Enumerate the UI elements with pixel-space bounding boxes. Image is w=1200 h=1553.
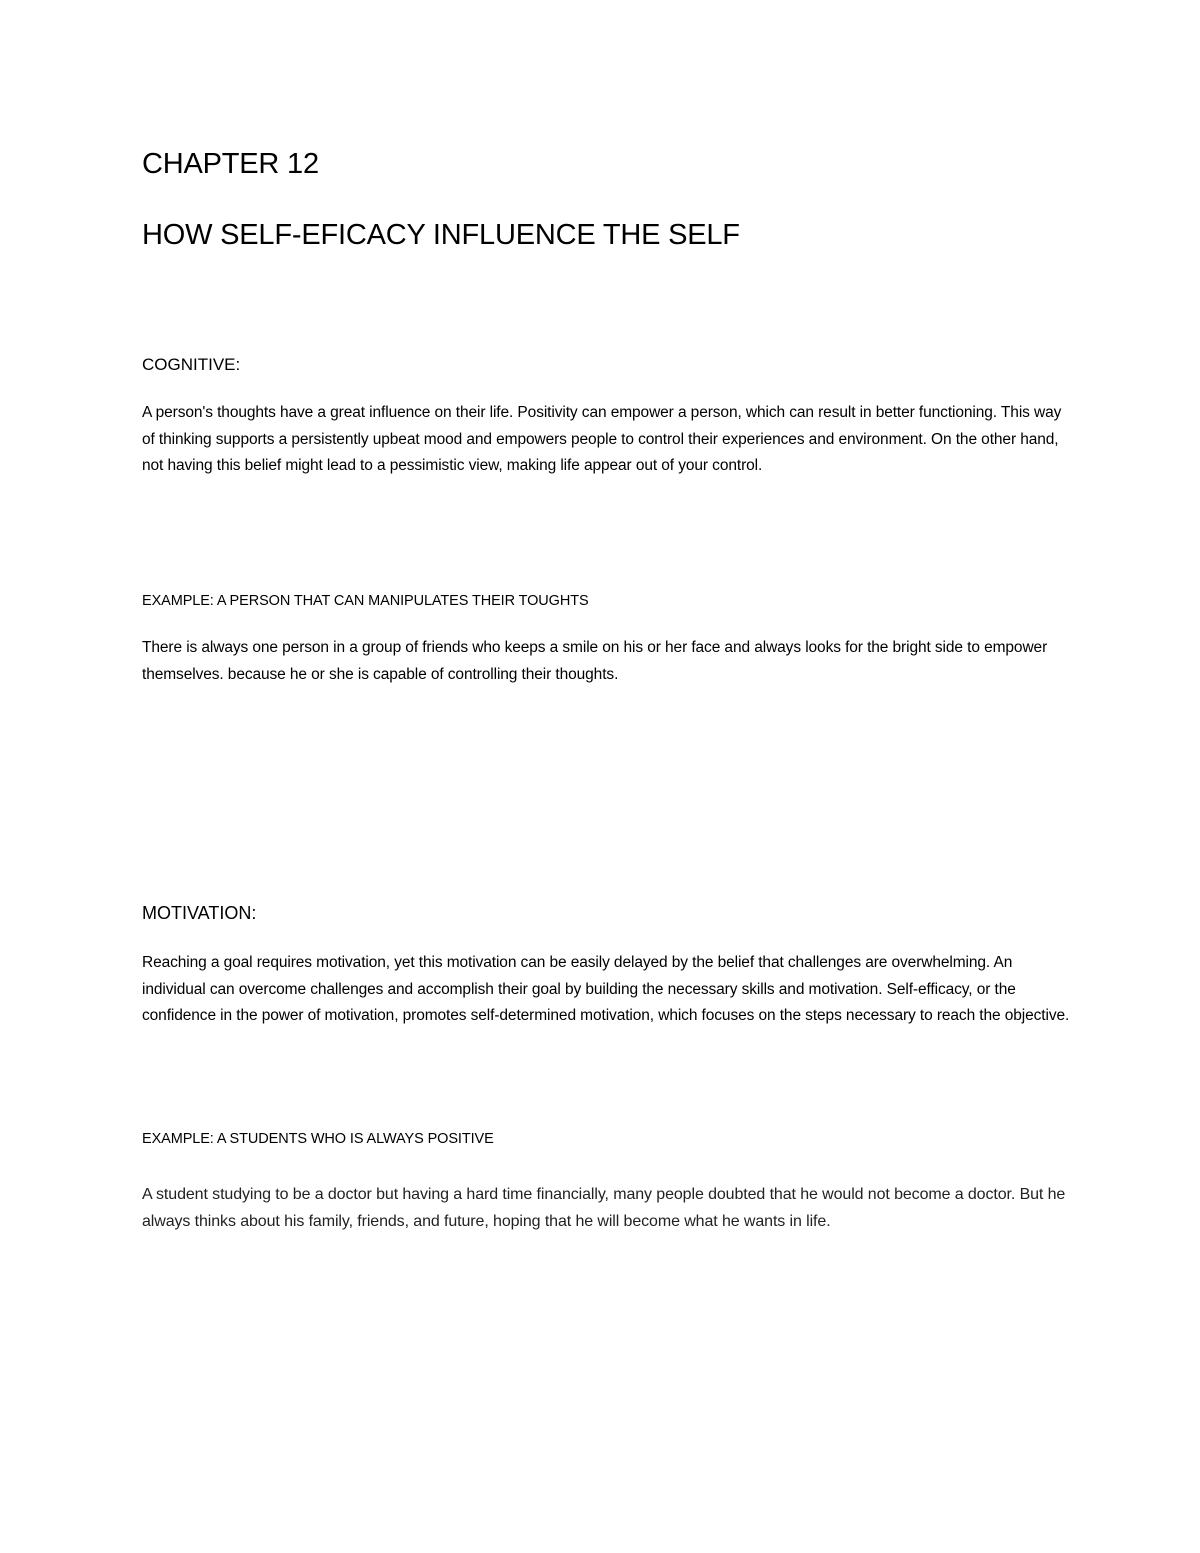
- example-body-motivation: A student studying to be a doctor but having a hard time financially, many people doubted that he would not become a doctor. But he always thinks about his family, friends, and future, hoping that he will become what he wants in life.: [142, 1186, 1066, 1230]
- chapter-title: HOW SELF-EFICACY INFLUENCE THE SELF: [142, 219, 740, 251]
- section-heading-motivation: MOTIVATION:: [142, 903, 257, 923]
- section-body-motivation: Reaching a goal requires motivation, yet this motivation can be easily delayed by the belief that challenges are overwhelming. An individual can overcome challenges and accomplish their goal by building the necessary skills and motivation. Self-efficacy, or the confidence in the power of motivation, promotes self-determined motivation, which focuses on the steps necessary to reach the objective.: [142, 954, 1070, 1025]
- section-body-cognitive: A person's thoughts have a great influence on their life. Positivity can empower a person, which can result in better functioning. This way of thinking supports a persistently upbeat mood and empowers people to control their experiences and environment. On the other hand, not having this belief might lead to a pessimistic view, making life appear out of your control.: [142, 404, 1062, 475]
- example-heading-cognitive: EXAMPLE: A PERSON THAT CAN MANIPULATES THEIR TOUGHTS: [142, 593, 589, 609]
- example-body-cognitive: There is always one person in a group of friends who keeps a smile on his or her face and always looks for the bright side to empower themselves. because he or she is capable of controlling their thoughts.: [142, 639, 1048, 683]
- chapter-heading: CHAPTER 12: [142, 148, 319, 180]
- section-heading-cognitive: COGNITIVE:: [142, 355, 241, 374]
- example-heading-motivation: EXAMPLE: A STUDENTS WHO IS ALWAYS POSITIVE: [142, 1131, 494, 1147]
